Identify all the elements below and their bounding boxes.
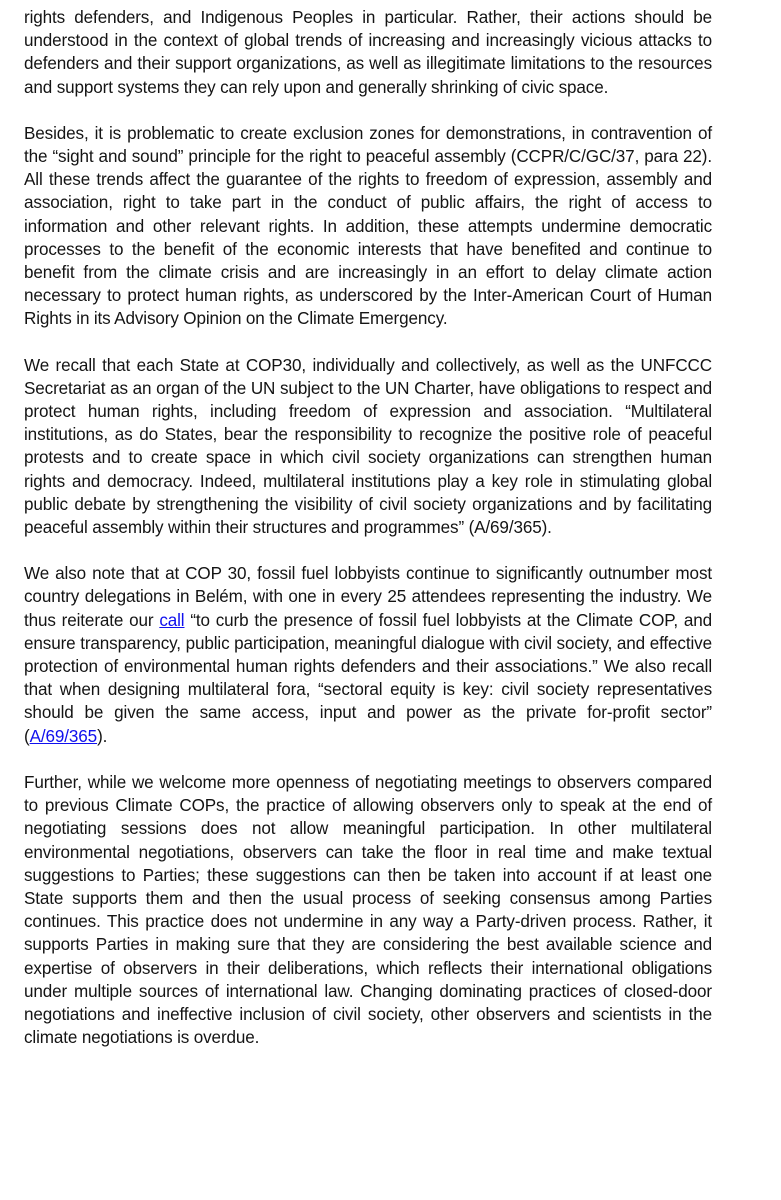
paragraph-exclusion-zones: Besides, it is problematic to create exclusion zones for demonstrations, in contravention of the “sight and sound” principle for the right to peaceful assembly (CCPR/C/GC/37, para 22). All these trends affect the guarantee of the rights to freedom of expression, assembly and association, right to take part in the conduct of public affairs, the right of access to information and other relevant rights. In addition, these attempts undermine democratic processes to the benefit of the economic interests that have benefited and continue to benefit from the climate crisis and are increasingly in an effort to delay climate action necessary to protect human rights, as underscored by the Inter-American Court of Human Rights in its Advisory Opinion on the Climate Emergency. xyxy=(24,123,712,329)
paragraph-text-segment: “to curb the presence of fossil fuel lobbyists at the Climate COP, and ensure transparency, public participation, meaningful dialogue with civil society, and effective protection of environmental human rights defenders and their associations.” We also recall that when designing multilateral fora, “sectoral equity is key: civil society representatives should be given the same access, input and power as the private for-profit sector” ( xyxy=(24,610,712,746)
paragraph-text-segment: We also note that at COP 30, fossil fuel lobbyists continue to significantly outnumber most country delegations in Belém, with one in every 25 attendees representing the industry. We thus reiterate our xyxy=(24,564,712,630)
paragraph-fossil-fuel-lobbyists xyxy=(24,562,712,748)
link-a-69-365[interactable]: A/69/365 xyxy=(29,726,98,746)
paragraph-text-segment: ). xyxy=(97,726,108,746)
link-call[interactable]: call xyxy=(159,610,185,630)
paragraph-observer-participation: Further, while we welcome more openness of negotiating meetings to observers compared to previous Climate COPs, the practice of allowing observers only to speak at the end of negotiating sessions does not allow meaningful participation. In other multilateral environmental negotiations, observers can take the floor in real time and make textual suggestions to Parties; these suggestions can then be taken into account if at least one State supports them and then the usual process of seeking consensus among Parties continues. This practice does not undermine in any way a Party-driven process. Rather, it supports Parties in making sure that they are considering the best available science and expertise of observers in their deliberations, which reflects their international obligations under multiple sources of international law. Changing dominating practices of closed-door negotiations and ineffective inclusion of civil society, other observers and scientists in the climate negotiations is overdue. xyxy=(24,772,712,1048)
paragraph-state-obligations: We recall that each State at COP30, individually and collectively, as well as the UNFCCC Secretariat as an organ of the UN subject to the UN Charter, have obligations to respect and protect human rights, including freedom of expression and association. “Multilateral institutions, as do States, bear the responsibility to recognize the positive role of peaceful protests and to create space in which civil society organizations can strengthen human rights and democracy. Indeed, multilateral institutions play a key role in stimulating global public debate by strengthening the visibility of civil society organizations and by facilitating peaceful assembly within their structures and programmes” (A/69/365). xyxy=(24,355,712,538)
paragraph-civic-space: rights defenders, and Indigenous Peoples in particular. Rather, their actions should be understood in the context of global trends of increasing and increasingly vicious attacks to defenders and their support organizations, as well as illegitimate limitations to the resources and support systems they can rely upon and generally shrinking of civic space. xyxy=(24,8,712,97)
